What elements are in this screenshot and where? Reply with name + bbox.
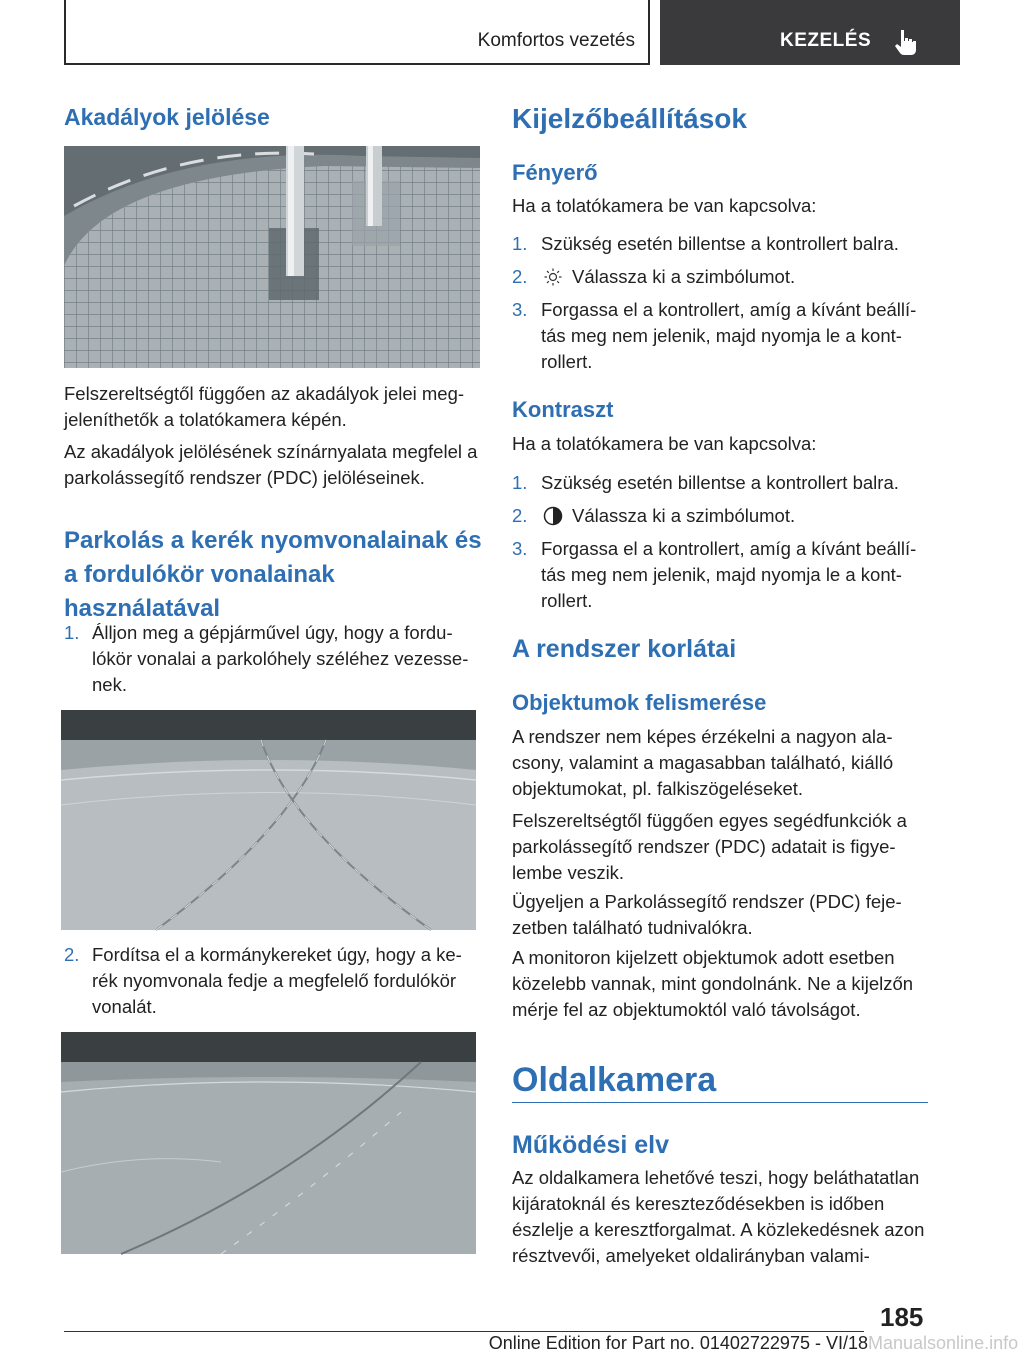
contrast-icon (543, 506, 563, 526)
heading-brightness: Fényerő (512, 160, 598, 185)
parking-step-1-number: 1. (64, 622, 80, 643)
brightness-step-2-text: Válassza ki a szimbólumot. (572, 266, 796, 287)
parking-step-1-text: Álljon meg a gépjárművel úgy, hogy a fordu-lókör vonalai a parkolóhely széléhez vezesse-nek. (92, 622, 469, 695)
heading-parking: Parkolás a kerék nyomvonalainak és a fordulókör vonalainak használatával (64, 527, 482, 622)
trajectory-lines-image (61, 710, 476, 930)
brightness-step-3-number: 3. (512, 299, 528, 320)
contrast-step-3-number: 3. (512, 538, 528, 559)
side-camera-rule (512, 1102, 928, 1103)
brightness-intro: Ha a tolatókamera be van kapcsolva: (512, 195, 817, 216)
brightness-step-1-number: 1. (512, 233, 528, 254)
heading-display-settings: Kijelzőbeállítások (512, 103, 747, 134)
page-number: 185 (880, 1302, 924, 1332)
principle-paragraph-1: Az oldalkamera lehetővé teszi, hogy beláthatatlan kijáratoknál és kereszteződésekben is időben észlelje a keresztforgalmat. A közlekedésnek azon résztvevői, amelyeket oldalirányban valami- (512, 1167, 925, 1266)
footer-edition: Online Edition for Part no. 01402722975 - VI/18 (488, 1333, 868, 1353)
obstacle-marking-image (64, 146, 480, 368)
heading-object-detection: Objektumok felismerése (512, 690, 767, 715)
objects-paragraph-3: Ügyeljen a Parkolássegítő rendszer (PDC) feje-zetben található tudnivalókra. (512, 891, 902, 938)
contrast-step-2-text: Válassza ki a szimbólumot. (572, 505, 796, 526)
heading-side-camera: Oldalkamera (512, 1061, 717, 1099)
obstacles-paragraph-1: Felszereltségtől függően az akadályok jelei meg-jeleníthetők a tolatókamera képén. (64, 383, 465, 430)
heading-contrast: Kontraszt (512, 397, 614, 422)
parking-step-2-text: Fordítsa el a kormánykereket úgy, hogy a ke-rék nyomvonala fedje a megfelelő fordulókör vonalát. (92, 944, 462, 1017)
parking-step-2-number: 2. (64, 944, 80, 965)
footer-rule (64, 1331, 864, 1332)
heading-system-limits: A rendszer korlátai (512, 635, 737, 663)
header-border-right (648, 0, 650, 64)
contrast-step-2-number: 2. (512, 505, 528, 526)
contrast-intro: Ha a tolatókamera be van kapcsolva: (512, 433, 817, 454)
objects-paragraph-2: Felszereltségtől függően egyes segédfunkciók a parkolássegítő rendszer (PDC) adatait is figye-lembe veszik. (512, 810, 907, 883)
header-title: Komfortos vezetés (477, 30, 635, 51)
contrast-step-3-text: Forgassa el a kontrollert, amíg a kívánt beállí-tás meg nem jelenik, majd nyomja le a kont-rollert. (541, 538, 917, 611)
objects-paragraph-1: A rendszer nem képes érzékelni a nagyon ala-csony, valamint a magasabban található, kiálló objektumokat, pl. falkiszögeléseket. (512, 726, 894, 799)
brightness-step-2-number: 2. (512, 266, 528, 287)
header-section-label: KEZELÉS (780, 30, 872, 51)
brightness-step-1-text: Szükség esetén billentse a kontrollert balra. (541, 233, 899, 254)
header-border-bottom (64, 63, 650, 65)
obstacles-paragraph-2: Az akadályok jelölésének színárnyalata megfelel a parkolássegítő rendszer (PDC) jelöléseinek. (64, 441, 478, 488)
objects-paragraph-4: A monitoron kijelzett objektumok adott esetben közelebb vannak, mint gondolnánk. Ne a kijelzőn mérje fel az objektumoktól való távolságot. (512, 947, 914, 1020)
heading-operating-principle: Működési elv (512, 1131, 669, 1159)
sun-icon (544, 268, 562, 286)
brightness-step-3-text: Forgassa el a kontrollert, amíg a kívánt beállí-tás meg nem jelenik, majd nyomja le a kont-rollert. (541, 299, 917, 372)
contrast-step-1-number: 1. (512, 472, 528, 493)
contrast-step-1-text: Szükség esetén billentse a kontrollert balra. (541, 472, 899, 493)
watermark: Manualsonline.info (868, 1333, 1018, 1353)
turning-circle-image (61, 1032, 476, 1254)
hand-pointer-icon (892, 27, 920, 55)
heading-obstacles: Akadályok jelölése (64, 104, 270, 130)
